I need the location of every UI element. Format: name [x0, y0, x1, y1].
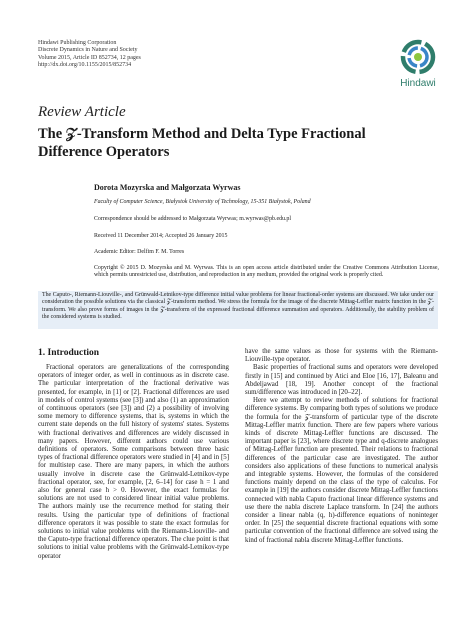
correspondence: Correspondence should be addressed to Małgorzata Wyrwas; m.wyrwas@pb.edu.pl	[94, 216, 292, 222]
article-type: Review Article	[38, 104, 126, 120]
doi-link[interactable]: http://dx.doi.org/10.1155/2015/852734	[38, 62, 132, 69]
paragraph: Fractional operators are generalizations of the corresponding operators of integer order, as well in continuous as in discrete case. The particular interpretation of the fractional derivative was presented, for example, in [1] or [2]. Fractional differences are used in models of control systems (see [3]) and also (1) an approximation of continuous operators (see [3]) and (2) a possibility of involving some memory to difference systems, that is, systems in which the current state depends on the full history of systems' states. Systems with fractional derivatives and differences are widely discussed in many papers. However, different authors could use various definitions of operators. Some comparisons between three basic types of fractional difference operators were studied in [4] and in [5] for multistep case. There are many papers, in which the authors usually involve in discrete case the Grünwald-Letnikov-type fractional operator, see, for example, [2, 6–14] for case h = 1 and also for general case h > 0. However, the exact formulas for solutions are not used to considered linear initial value problems. The authors mainly use the recurrence method for stating their results. Using the particular type of definitions of fractional difference operators it was possible to state the exact formulas for solutions to initial value problems with the Riemann-Liouville- and the Caputo-type fractional difference operators. The clue point is that solutions to initial value problems with the Grünwald-Letnikov-type operator	[38, 364, 229, 560]
abstract-box	[38, 291, 438, 329]
authors: Dorota Mozyrska and Małgorzata Wyrwas	[94, 183, 241, 192]
journal-header	[38, 40, 268, 70]
paragraph: Here we attempt to review methods of solutions for fractional difference systems. By comparing both types of solutions we produce the formula for the 𝒵-transform of particular type of the discrete Mittag-Leffler matrix function. There are few papers where various kinds of discrete Mittag-Leffler functions are discussed. The important paper is [23], where discrete type and q-discrete analogues of Mittag-Leffler function are presented. Their relations to fractional differences of the particular case are investigated. The author considers also applications of these functions to numerical analysis and integrable systems. However, the formulas of the considered functions mainly depend on the class of the type of calculus. For example in [19] the authors consider discrete Mittag-Leffler functions connected with nabla Caputo fractional linear difference systems and use there the nabla discrete Laplace transform. In [24] the authors consider a linear nabla (q, h)-difference equations of noninteger order. In [25] the sequential discrete fractional equations with some particular convention of the fractional difference are solved using the kind of fractional nabla discrete Mittag-Leffler functions.	[245, 397, 438, 544]
right-column	[245, 348, 438, 545]
abstract-text: The Caputo-, Riemann-Liouville-, and Grünwald-Letnikov-type difference initial value problems for linear fractional-order systems are discussed. We take under our consideration the possible solutions via the classical 𝒵-transform method. We stress the formula for the image of the discrete Mittag-Leffler matrix function in the 𝒵-transform. We also prove forms of images in the 𝒵-transform of the expressed fractional difference summation and operators. Additionally, the stability problem of the considered systems is studied.	[42, 292, 434, 321]
journal-name: Discrete Dynamics in Nature and Society	[38, 47, 138, 54]
section-heading: 1. Introduction	[38, 348, 100, 358]
publisher-line: Hindawi Publishing Corporation	[38, 40, 117, 46]
copyright-notice: Copyright © 2015 D. Mozyrska and M. Wyrwas. This is an open access article distributed under the Creative Commons Attribution License, which permits unrestricted use, distribution, and reproduction in any medium, provided the original work is properly cited.	[94, 265, 439, 279]
paragraph: have the same values as those for systems with the Riemann-Liouville-type operator.	[245, 348, 438, 364]
affiliation: Faculty of Computer Science, Białystok University of Technology, 15-351 Białystok, Poland	[94, 199, 311, 205]
dates: Received 11 December 2014; Accepted 26 January 2015	[94, 233, 228, 239]
article-title: The 𝒵-Transform Method and Delta Type Fractional Difference Operators	[38, 126, 366, 160]
paragraph: Basic properties of fractional sums and operators were developed firstly in [15] and continued by Atici and Eloe [16, 17], Baleanu and Abdeljawad [18, 19]. Another concept of the fractional sum/difference was introduced in [20–22].	[245, 364, 438, 397]
left-column	[38, 364, 229, 561]
logo-text: Hindawi	[400, 78, 436, 89]
academic-editor: Academic Editor: Delfim F. M. Torres	[94, 249, 185, 255]
volume-line: Volume 2015, Article ID 852734, 12 pages	[38, 54, 141, 61]
